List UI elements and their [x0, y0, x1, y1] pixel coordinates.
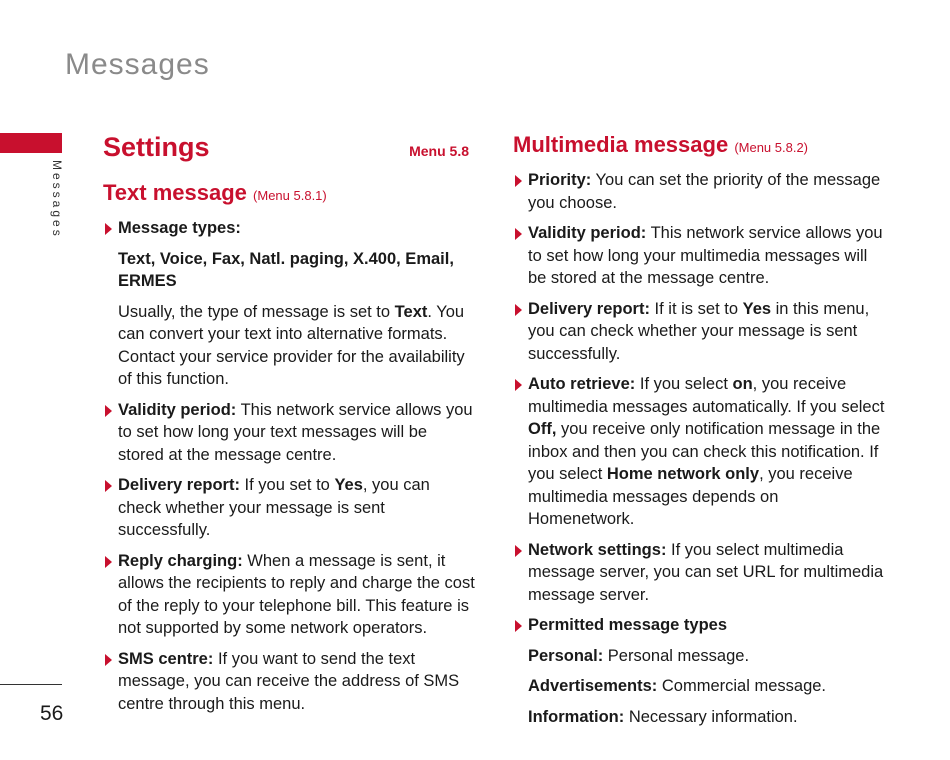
footer-rule [0, 684, 62, 685]
mm-delivery-bold: Yes [742, 299, 772, 318]
bullet-arrow-icon [105, 480, 112, 492]
bullet-arrow-icon [515, 620, 522, 632]
info-label: Information: [528, 707, 625, 726]
reply-text: When a message is sent, it allows the recipients to reply and charge the cost of the reply to your telephone bill. This feature is not supported by some network operators. [118, 551, 475, 637]
message-types-label: Message types: [118, 219, 241, 237]
ads-text: Commercial message. [657, 677, 827, 695]
ads-line [513, 675, 885, 698]
auto-mid2: you receive only notification message in the inbox and then you can check this notification. If you select [528, 420, 881, 483]
network-label: Network settings: [528, 540, 667, 559]
bullet-arrow-icon [515, 545, 522, 557]
validity-text: This network service allows you to set how long your text messages will be stored at the message centre. [118, 400, 473, 464]
auto-on: on [732, 375, 753, 393]
personal-label: Personal: [528, 646, 604, 665]
usually-bold: Text [394, 302, 428, 321]
priority-text: You can set the priority of the message you choose. [528, 171, 881, 212]
personal-text: Personal message. [603, 646, 750, 665]
multimedia-title: Multimedia message [513, 132, 729, 157]
bullet-arrow-icon [105, 654, 112, 666]
multimedia-menu-ref: (Menu 5.8.2) [734, 140, 809, 155]
page-number: 56 [40, 702, 64, 725]
settings-heading-row [103, 128, 475, 166]
left-column [103, 128, 475, 723]
usually-post: . You can convert your text into alternative formats. Contact your service provider for the availability of this function. [118, 302, 465, 388]
permitted-types-item [513, 614, 885, 637]
right-column [513, 128, 885, 736]
bullet-arrow-icon [515, 228, 522, 240]
chapter-header: Messages [65, 48, 210, 81]
bullet-arrow-icon [515, 379, 522, 391]
message-types-item [103, 217, 475, 240]
network-text: If you select multimedia message server, you can set URL for multimedia message server. [528, 540, 884, 604]
mm-validity-item [513, 222, 885, 290]
auto-post: , you receive multimedia messages depends on Homenetwork. [528, 465, 853, 528]
priority-item [513, 169, 885, 214]
personal-line [513, 645, 885, 668]
mm-validity-text: This network service allows you to set how long your multimedia messages will be stored at the message centre. [528, 224, 883, 287]
delivery-item [103, 474, 475, 542]
bullet-arrow-icon [515, 175, 522, 187]
bullet-arrow-icon [105, 405, 112, 417]
message-types-list: Text, Voice, Fax, Natl. paging, X.400, Email, ERMES [118, 249, 454, 290]
side-tab-label: Messages [50, 160, 64, 239]
mm-delivery-label: Delivery report: [528, 299, 650, 318]
auto-mid1: , you receive multimedia messages automatically. If you select [528, 375, 885, 416]
auto-off: Off, [528, 420, 557, 438]
mm-delivery-pre: If it is set to [649, 299, 743, 318]
settings-title: Settings [103, 132, 210, 162]
bullet-arrow-icon [105, 223, 112, 235]
delivery-label: Delivery report: [118, 476, 240, 494]
section-tab-marker [0, 133, 62, 153]
settings-menu-ref: Menu 5.8 [409, 143, 469, 159]
permitted-label: Permitted message types [528, 616, 728, 634]
text-message-menu-ref: (Menu 5.8.1) [253, 188, 327, 203]
info-line [513, 706, 885, 729]
auto-pre: If you select [635, 375, 733, 393]
delivery-post: , you can check whether your message is sent successfully. [118, 476, 430, 539]
text-message-title: Text message [103, 180, 247, 205]
mm-delivery-post: in this menu, you can check whether your message is sent successfully. [528, 299, 870, 363]
info-text: Necessary information. [624, 707, 798, 726]
usually-pre: Usually, the type of message is set to [118, 302, 395, 321]
validity-item [103, 399, 475, 467]
validity-label: Validity period: [118, 400, 237, 419]
mm-delivery-item [513, 298, 885, 366]
ads-label: Advertisements: [528, 677, 658, 695]
reply-label: Reply charging: [118, 551, 243, 570]
sms-label: SMS centre: [118, 649, 214, 668]
sms-text: If you want to send the text message, you can receive the address of SMS centre through this menu. [118, 649, 460, 713]
auto-home: Home network only [606, 465, 760, 483]
delivery-pre: If you set to [239, 476, 335, 494]
delivery-bold: Yes [334, 476, 363, 494]
sms-item [103, 648, 475, 716]
auto-label: Auto retrieve: [528, 375, 636, 393]
usually-paragraph [103, 301, 475, 391]
text-message-heading [103, 178, 475, 211]
multimedia-message-heading [513, 130, 885, 163]
auto-retrieve-item [513, 373, 885, 531]
mm-validity-label: Validity period: [528, 224, 647, 242]
network-settings-item [513, 539, 885, 607]
reply-item [103, 550, 475, 640]
priority-label: Priority: [528, 171, 592, 189]
bullet-arrow-icon [105, 556, 112, 568]
bullet-arrow-icon [515, 304, 522, 316]
